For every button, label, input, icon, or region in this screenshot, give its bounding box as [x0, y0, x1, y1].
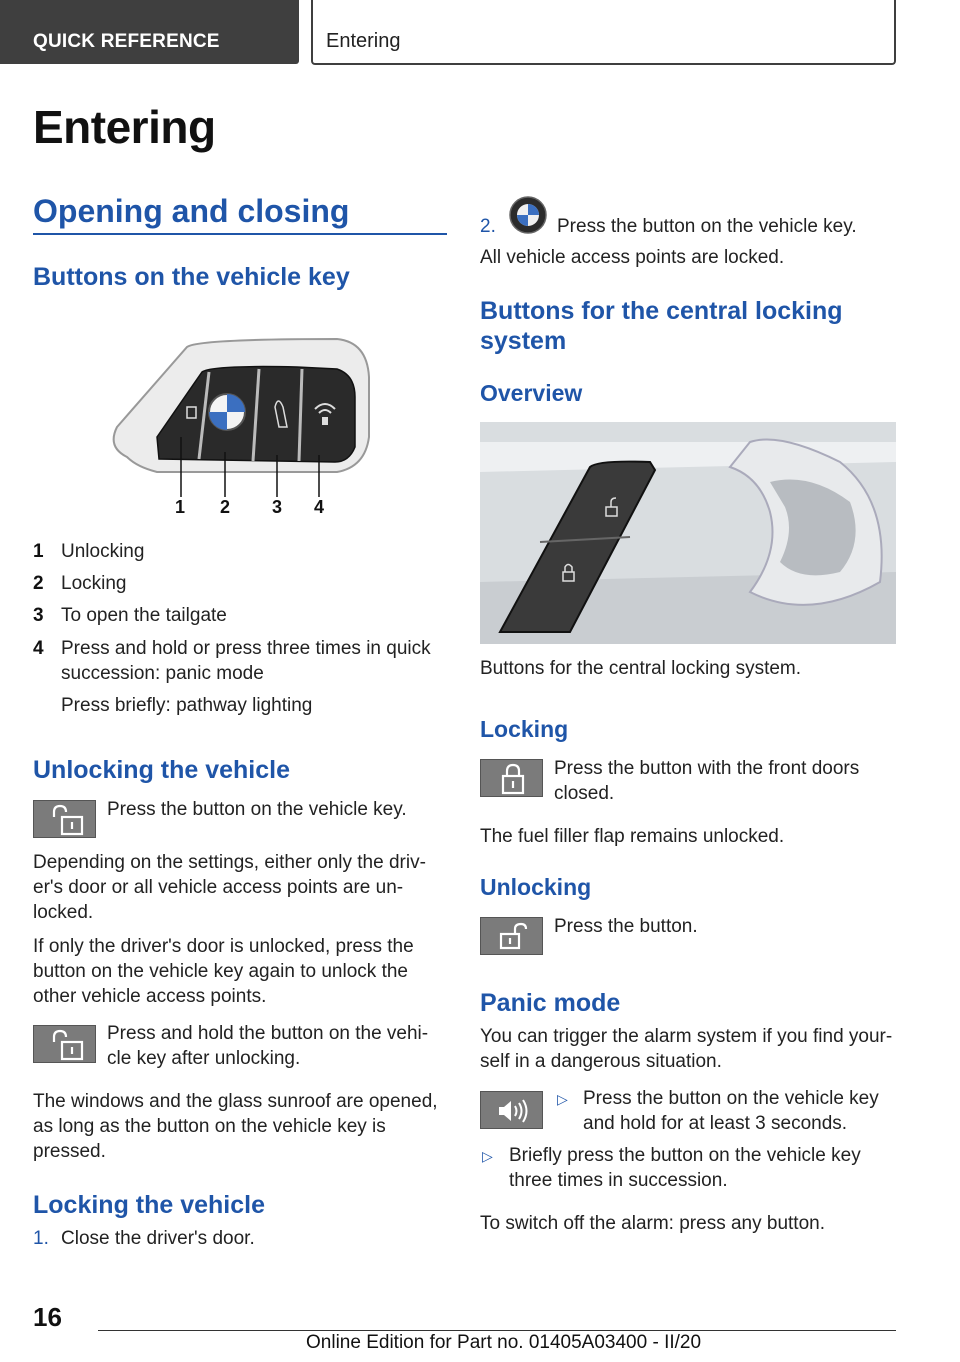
- chapter-title: Entering: [33, 101, 216, 153]
- section-label: QUICK REFERENCE: [33, 31, 220, 52]
- lock-button-image: [480, 759, 543, 797]
- topic-label: Entering: [326, 30, 401, 52]
- heading-locking-vehicle: Locking the vehicle: [33, 1191, 266, 1219]
- section-tab: [0, 0, 299, 64]
- ifonly-line3: other vehicle access points.: [33, 986, 267, 1007]
- windows-line1: The windows and the glass sunroof are opened,: [33, 1091, 438, 1112]
- ifonly-line2: button on the vehicle key again to unlock the: [33, 961, 408, 982]
- unlock-step-text: Press the button on the vehicle key.: [107, 799, 407, 820]
- unlock-icon: [34, 1026, 97, 1064]
- heading-unlocking-vehicle: Unlocking the vehicle: [33, 756, 291, 784]
- heading-overview: Overview: [480, 380, 583, 406]
- legend-text-2: Locking: [61, 573, 127, 594]
- panic-line1: You can trigger the alarm system if you find your-: [480, 1026, 893, 1047]
- bullet-triangle-icon: ▷: [482, 1148, 493, 1164]
- central-locking-caption: Buttons for the central locking system.: [480, 658, 802, 679]
- bullet2-line2: three times in succession.: [509, 1170, 728, 1191]
- lock-step1-text: Close the driver's door.: [61, 1228, 255, 1249]
- bullet2-line1: Briefly press the button on the vehicle key: [509, 1145, 861, 1166]
- footer-edition: Online Edition for Part no. 01405A03400 - II/20: [306, 1332, 702, 1353]
- legend-text-3: To open the tailgate: [61, 605, 227, 626]
- panic-button-image: [480, 1091, 543, 1129]
- depending-line2: er's door or all vehicle access points are un-: [33, 877, 404, 898]
- legend-text-4-line2: succession: panic mode: [61, 663, 264, 684]
- legend-num-1: 1: [33, 541, 44, 562]
- lock-step2-text: Press the button on the vehicle key.: [557, 216, 857, 237]
- ifonly-line1: If only the driver's door is unlocked, press the: [33, 936, 414, 957]
- legend-text-1: Unlocking: [61, 541, 145, 562]
- heading-opening-closing: Opening and closing: [33, 193, 350, 229]
- unlock-button-image: [33, 800, 96, 838]
- unlocking-text: Press the button.: [554, 916, 698, 937]
- bullet-triangle-icon: ▷: [557, 1091, 568, 1107]
- bullet1-line2: and hold for at least 3 seconds.: [583, 1113, 848, 1134]
- unlock-door-button-image: [480, 917, 543, 955]
- presshold-line1: Press and hold the button on the vehi-: [107, 1023, 429, 1044]
- depending-line3: locked.: [33, 902, 94, 923]
- heading-buttons-key: Buttons on the vehicle key: [33, 263, 350, 291]
- heading-rule: [33, 233, 447, 235]
- depending-line1: Depending on the settings, either only the driv-: [33, 852, 426, 873]
- page-number: 16: [33, 1302, 62, 1332]
- topic-tab: [311, 0, 896, 65]
- locking-line1: Press the button with the front doors: [554, 758, 860, 779]
- legend-num-4: 4: [33, 638, 44, 659]
- fob-label-2: 2: [220, 497, 231, 517]
- fob-label-4: 4: [314, 497, 325, 517]
- unlock-icon: [481, 918, 544, 956]
- windows-line3: pressed.: [33, 1141, 106, 1162]
- all-locked-text: All vehicle access points are locked.: [480, 247, 785, 268]
- legend-num-2: 2: [33, 573, 44, 594]
- switch-off-text: To switch off the alarm: press any button.: [480, 1213, 825, 1234]
- windows-line2: as long as the button on the vehicle key is: [33, 1116, 386, 1137]
- lock-step2-number: 2.: [480, 216, 496, 237]
- legend-num-3: 3: [33, 605, 44, 626]
- heading-central-locking-line1: Buttons for the central locking: [480, 297, 843, 325]
- footer-rule: [98, 1330, 896, 1331]
- lock-icon: [481, 760, 544, 798]
- bmw-logo-icon: [508, 195, 548, 235]
- heading-locking: Locking: [480, 716, 569, 742]
- panic-line2: self in a dangerous situation.: [480, 1051, 722, 1072]
- unlock-button-image-2: [33, 1025, 96, 1063]
- lock-step1-number: 1.: [33, 1228, 49, 1249]
- legend-text-4-line1: Press and hold or press three times in quick: [61, 638, 431, 659]
- key-fob-illustration: [97, 337, 383, 517]
- presshold-line2: cle key after unlocking.: [107, 1048, 301, 1069]
- fob-label-1: 1: [175, 497, 186, 517]
- heading-central-locking-line2: system: [480, 327, 567, 355]
- unlock-icon: [34, 801, 97, 839]
- fuel-flap-text: The fuel filler flap remains unlocked.: [480, 826, 785, 847]
- locking-line2: closed.: [554, 783, 615, 804]
- legend-text-4-line3: Press briefly: pathway lighting: [61, 695, 313, 716]
- heading-unlocking: Unlocking: [480, 874, 592, 900]
- fob-label-3: 3: [272, 497, 283, 517]
- speaker-icon: [481, 1092, 544, 1130]
- bullet1-line1: Press the button on the vehicle key: [583, 1088, 879, 1109]
- door-panel-illustration: [480, 422, 896, 644]
- heading-panic-mode: Panic mode: [480, 989, 621, 1017]
